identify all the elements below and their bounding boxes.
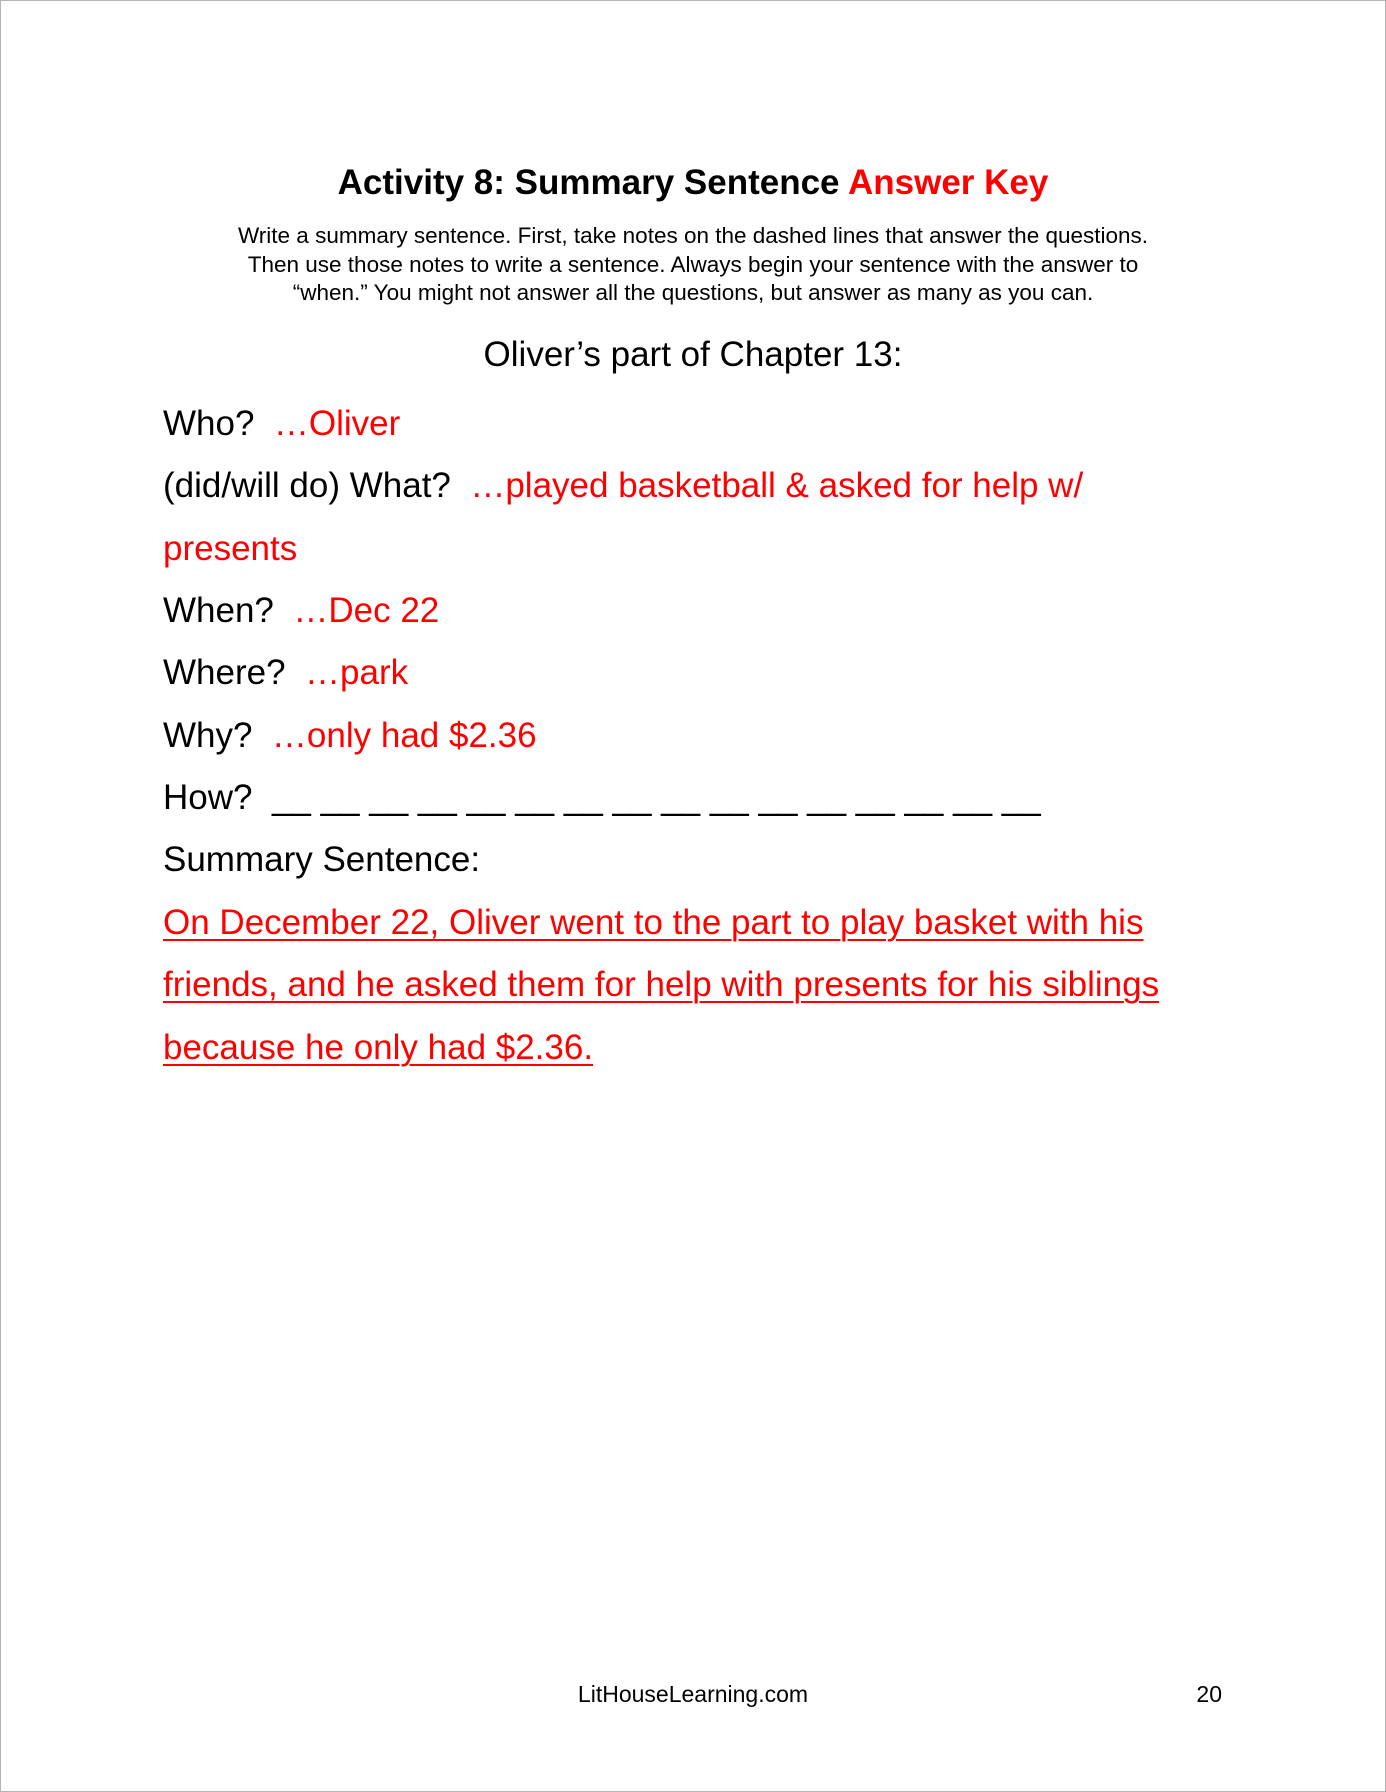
summary-line-2: friends, and he asked them for help with presents for his siblings	[163, 965, 1160, 1004]
question-how	[163, 777, 1041, 819]
instructions-line-2: Then use those notes to write a sentence. Always begin your sentence with the answer to	[247, 251, 1139, 277]
answer-what: …played basketball & asked for help w/	[470, 466, 1084, 505]
question-how-label: How?	[163, 778, 253, 817]
question-where-label: Where?	[163, 653, 286, 692]
answer-how-blank: __ __ __ __ __ __ __ __ __ __ __ __ __ __ __ __	[271, 778, 1041, 817]
summary-line-1: On December 22, Oliver went to the part to play basket with his	[163, 903, 1144, 942]
instructions-line-1: Write a summary sentence. First, take notes on the dashed lines that answer the questions.	[237, 223, 1149, 248]
title-answer-key: Answer Key	[847, 163, 1049, 202]
answer-who: …Oliver	[273, 404, 401, 443]
instructions	[160, 222, 1226, 308]
answer-why: …only had $2.36	[271, 716, 537, 755]
question-where	[163, 652, 408, 694]
page-number: 20	[1196, 1681, 1222, 1707]
question-when	[163, 590, 439, 632]
question-what	[163, 465, 1083, 507]
footer-site: LitHouseLearning.com	[577, 1681, 809, 1707]
answer-when: …Dec 22	[293, 591, 440, 630]
question-why-label: Why?	[163, 716, 253, 755]
title-main: Activity 8: Summary Sentence	[337, 163, 840, 202]
answer-what-continued: presents	[163, 529, 298, 568]
instructions-line-3: “when.” You might not answer all the questions, but answer as many as you can.	[292, 280, 1094, 305]
chapter-subtitle: Oliver’s part of Chapter 13:	[483, 335, 903, 374]
summary-label: Summary Sentence:	[163, 840, 481, 879]
question-why	[163, 715, 537, 757]
summary-line-3: because he only had $2.36.	[163, 1028, 594, 1067]
answer-where: …park	[305, 653, 409, 692]
question-who-label: Who?	[163, 404, 255, 443]
question-what-label: (did/will do) What?	[163, 466, 451, 505]
page-title	[0, 162, 1386, 204]
question-when-label: When?	[163, 591, 274, 630]
question-who	[163, 403, 400, 445]
